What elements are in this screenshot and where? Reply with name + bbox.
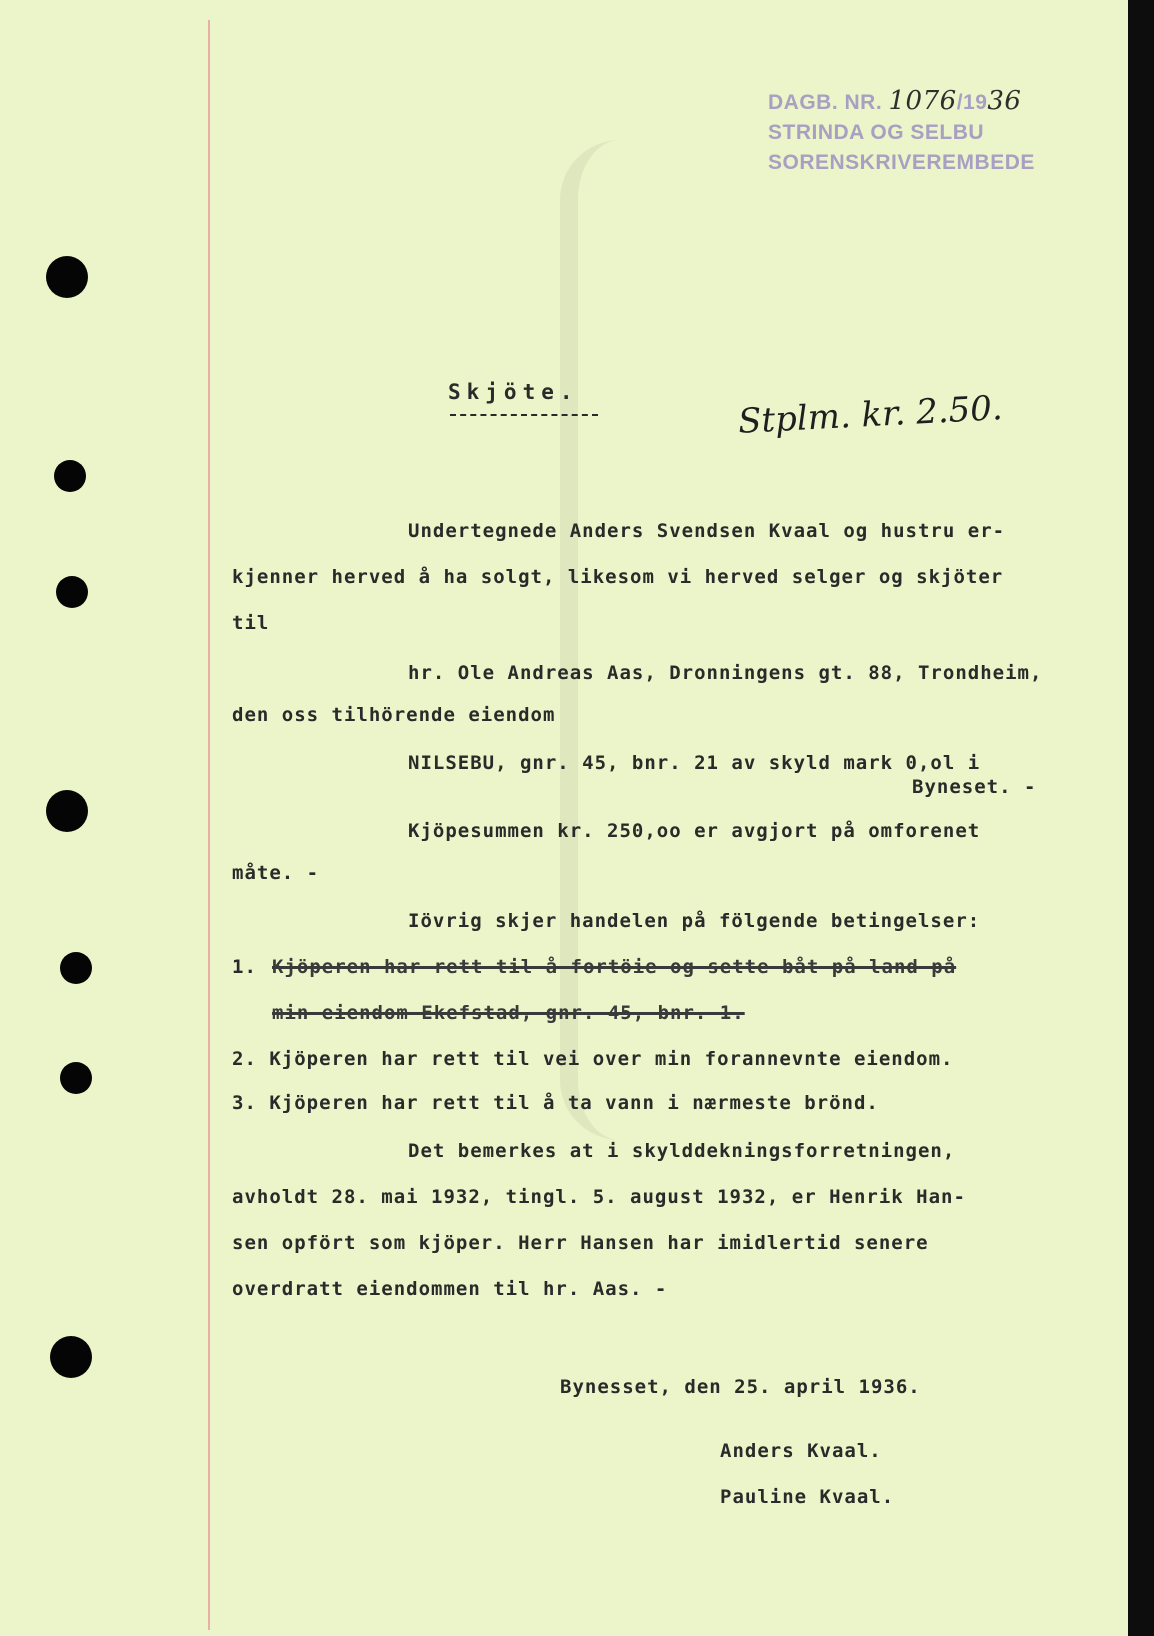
show-through-marks xyxy=(560,140,778,1140)
text-line: Iövrig skjer handelen på fölgende betingelser: xyxy=(408,910,981,932)
text-line: den oss tilhörende eiendom xyxy=(232,704,556,726)
text-line: kjenner herved å ha solgt, likesom vi herved selger og skjöter xyxy=(232,566,1004,588)
text-line: Undertegnede Anders Svendsen Kvaal og hustru er- xyxy=(408,520,1006,542)
text-line: overdratt eiendommen til hr. Aas. - xyxy=(232,1278,668,1300)
punch-hole xyxy=(60,952,92,984)
condition-line: 2. Kjöperen har rett til vei over min forannevnte eiendom. xyxy=(232,1048,954,1070)
struck-condition-line: min eiendom Ekefstad, gnr. 45, bnr. 1. xyxy=(272,1002,745,1024)
condition-number: 1. xyxy=(232,956,257,978)
place-date: Bynesset, den 25. april 1936. xyxy=(560,1376,921,1398)
punch-hole xyxy=(46,256,88,298)
text-line: sen opfört som kjöper. Herr Hansen har imidlertid senere xyxy=(232,1232,929,1254)
text-line: hr. Ole Andreas Aas, Dronningens gt. 88, Trondheim, xyxy=(408,662,1043,684)
struck-condition-line: Kjöperen har rett til å fortöie og sette båt på land på xyxy=(272,956,957,978)
stamp-prefix: DAGB. NR. xyxy=(768,91,883,114)
text-line: avholdt 28. mai 1932, tingl. 5. august 1932, er Henrik Han- xyxy=(232,1186,966,1208)
stamp-number: 1076 xyxy=(888,86,957,116)
document-title: Skjöte. xyxy=(448,380,579,404)
text-line: Kjöpesummen kr. 250,oo er avgjort på omforenet xyxy=(408,820,981,842)
text-line: Byneset. - xyxy=(912,776,1037,798)
stamp-line-3: SORENSKRIVEREMBEDE xyxy=(768,151,1035,174)
condition-line: 3. Kjöperen har rett til å ta vann i nærmeste brönd. xyxy=(232,1092,879,1114)
punch-hole xyxy=(50,1336,92,1378)
signature-name: Anders Kvaal. xyxy=(720,1440,882,1462)
text-line: NILSEBU, gnr. 45, bnr. 21 av skyld mark 0,ol i xyxy=(408,752,981,774)
punch-hole xyxy=(60,1062,92,1094)
stamp-line-2: STRINDA OG SELBU xyxy=(768,121,985,144)
stamp-year-suffix: 36 xyxy=(987,86,1022,116)
punch-hole xyxy=(56,576,88,608)
stamp-fee-note: Stplm. kr. 2.50. xyxy=(737,388,1004,442)
signature-name: Pauline Kvaal. xyxy=(720,1486,895,1508)
punch-hole xyxy=(54,460,86,492)
text-line: Det bemerkes at i skylddekningsforretningen, xyxy=(408,1140,956,1162)
stamp-year-prefix: /19 xyxy=(956,91,988,114)
title-underline xyxy=(450,414,598,416)
registration-stamp xyxy=(768,86,1035,178)
margin-line xyxy=(208,20,210,1630)
text-line: måte. - xyxy=(232,862,320,884)
punch-hole xyxy=(46,790,88,832)
text-line: til xyxy=(232,612,270,634)
